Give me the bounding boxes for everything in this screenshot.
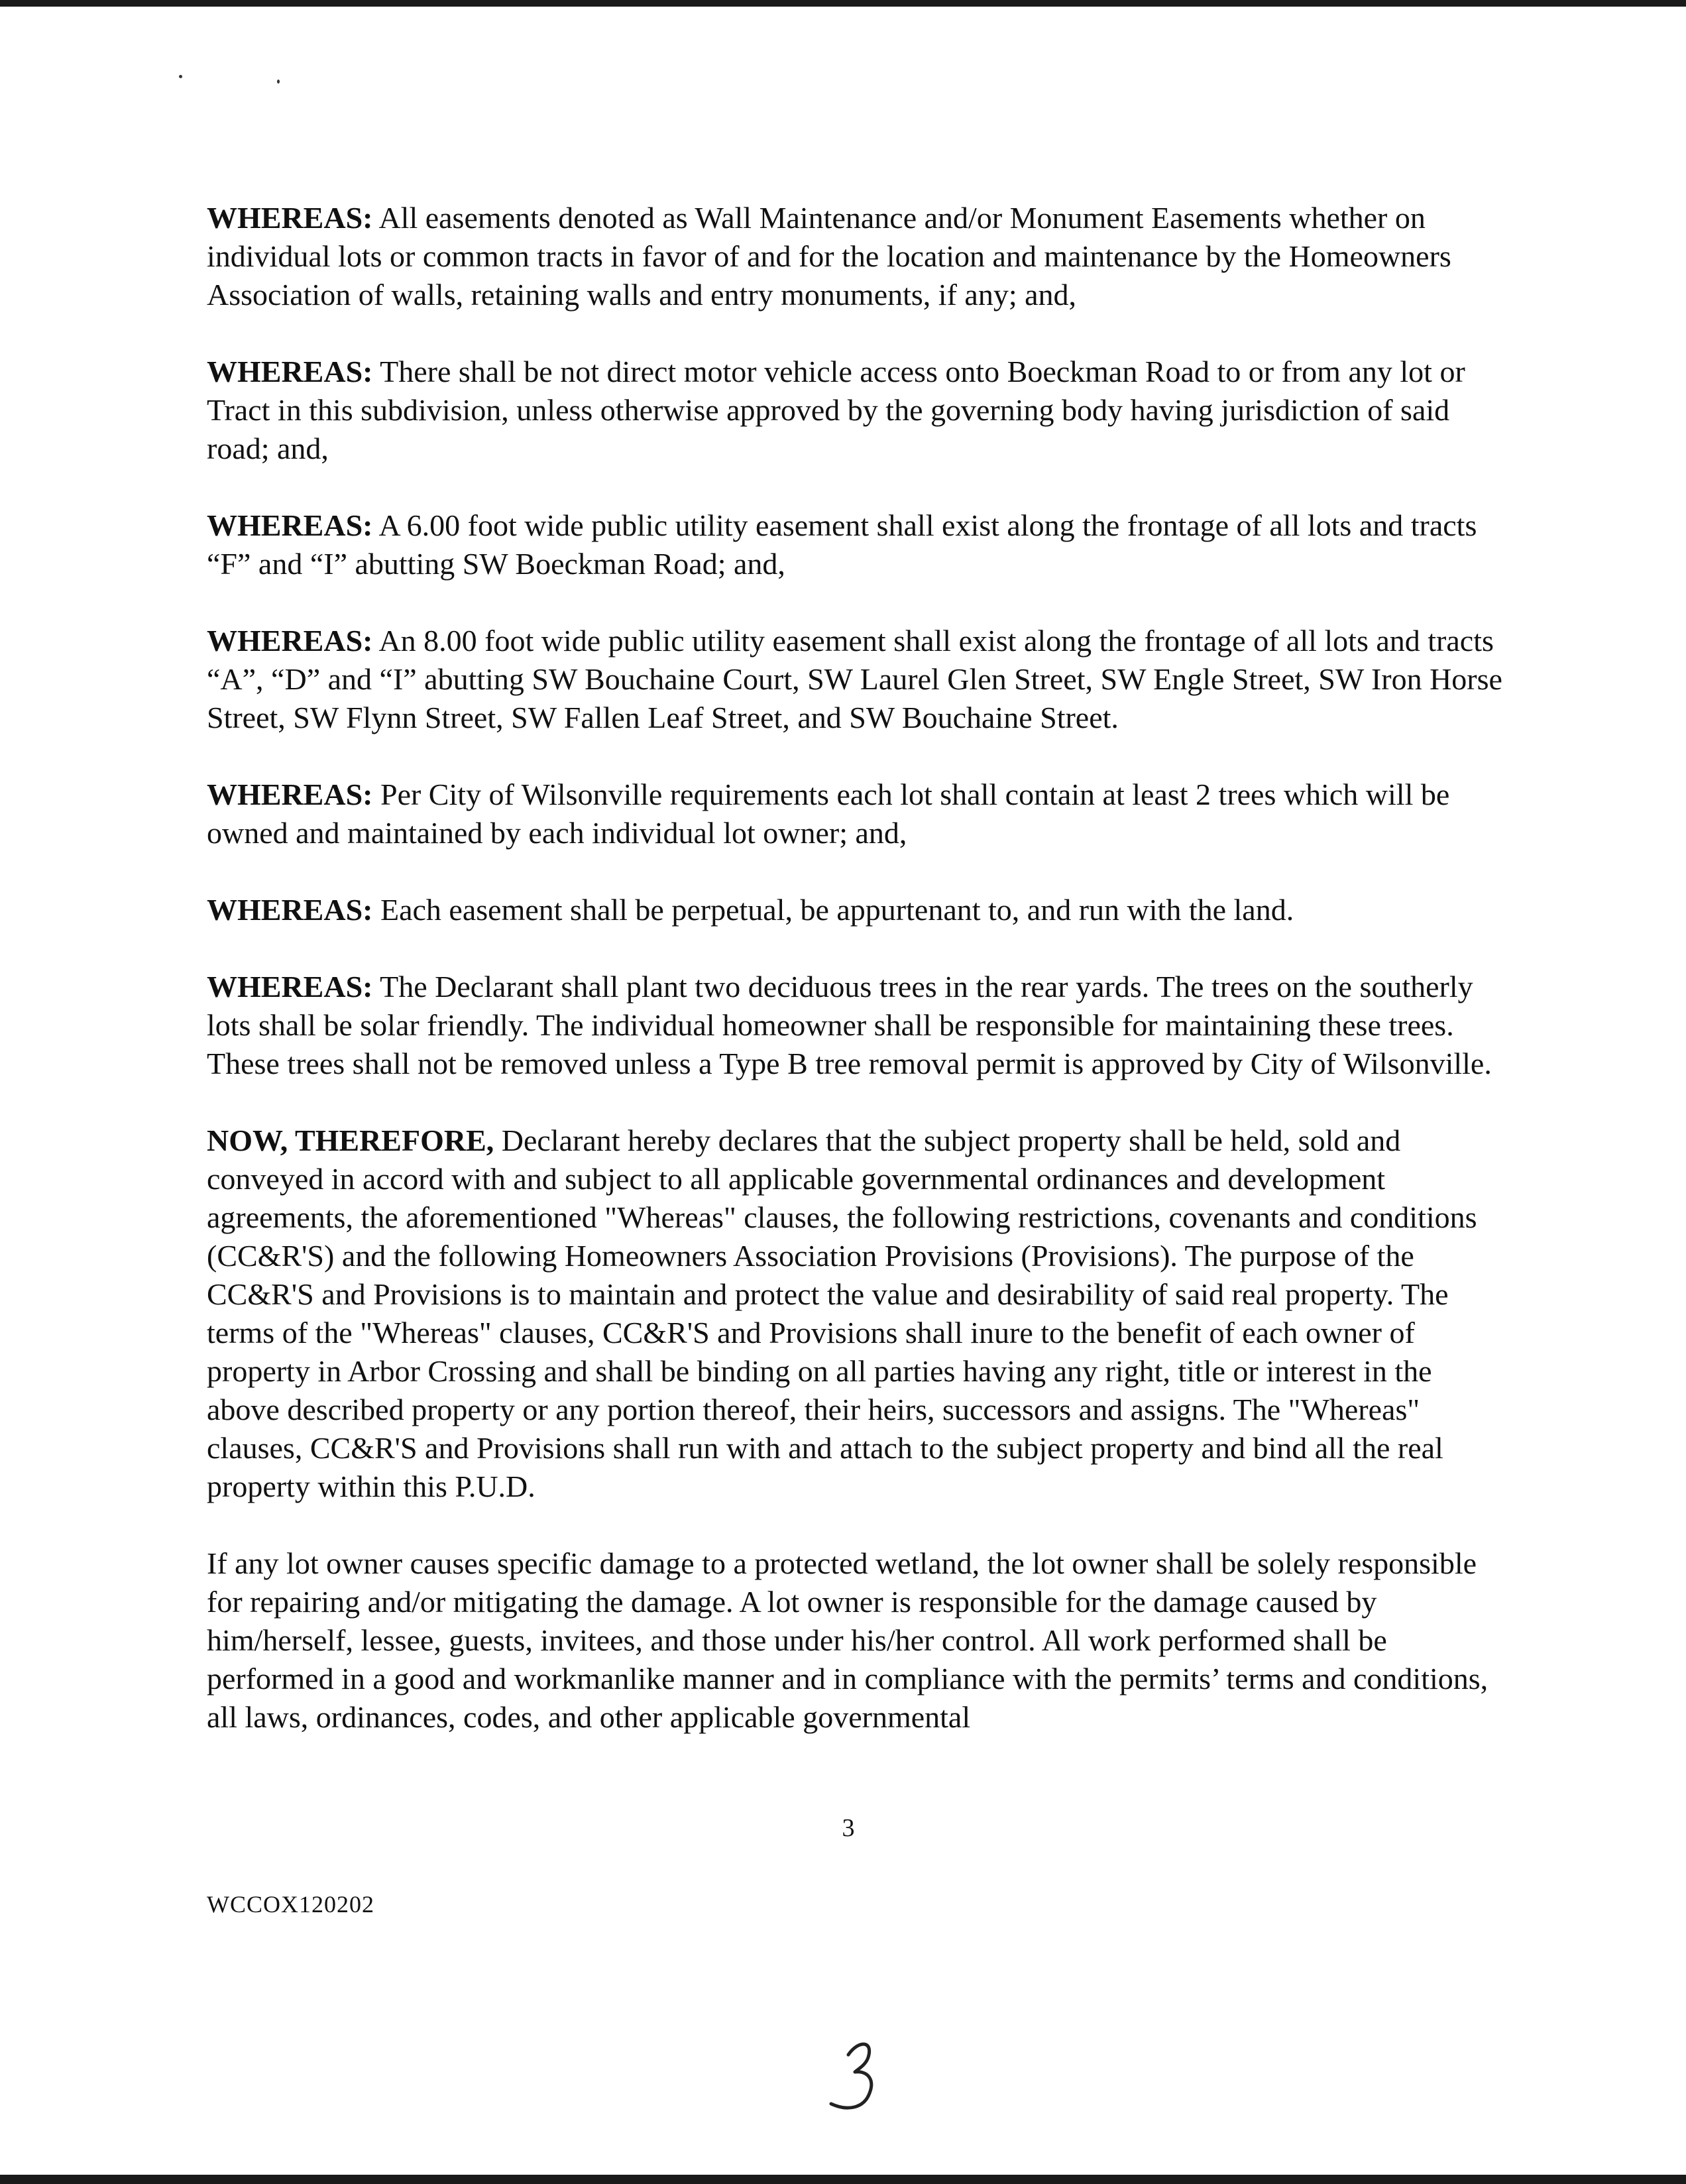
whereas-tree-requirement [207,776,1506,852]
para-lead: WHEREAS: [207,777,373,811]
para-text: Declarant hereby declares that the subject property shall be held, sold and conveyed in accord with and subject to all applicable governmental ordinances and development agreements, the aforementioned "Whereas" clauses, the following restrictions, covenants and conditions (CC&R'S) and the following Homeowners Association Provisions (Provisions). The purpose of the CC&R'S and Provisions is to maintain and protect the value and desirability of said real property. The terms of the "Whereas" clauses, CC&R'S and Provisions shall inure to the benefit of each owner of property in Arbor Crossing and shall be binding on all parties having any right, title or interest in the above described property or any portion thereof, their heirs, successors and assigns. The "Whereas" clauses, CC&R'S and Provisions shall run with and attach to the subject property and bind all the real property within this P.U.D. [207,1123,1477,1503]
page-number: 3 [842,1814,855,1842]
handwritten-page-number [822,2035,901,2121]
scan-speck [277,80,280,84]
scan-border-top [0,0,1686,7]
whereas-vehicle-access [207,353,1506,468]
whereas-perpetual-easement [207,891,1506,929]
document-body [207,199,1506,1775]
now-therefore-declaration [207,1121,1506,1506]
para-text: Per City of Wilsonville requirements each lot shall contain at least 2 trees which will be owned and maintained by each individual lot owner; and, [207,777,1450,850]
para-text: An 8.00 foot wide public utility easement shall exist along the frontage of all lots and tracts “A”, “D” and “I” abutting SW Bouchaine Court, SW Laurel Glen Street, SW Engle Street, SW Iron Horse Street, SW Flynn Street, SW Fallen Leaf Street, and SW Bouchaine Street. [207,624,1502,734]
para-lead: NOW, THEREFORE, [207,1123,494,1157]
para-lead: WHEREAS: [207,508,373,542]
para-text: A 6.00 foot wide public utility easement shall exist along the frontage of all lots and tracts “F” and “I” abutting SW Boeckman Road; and, [207,508,1477,581]
whereas-deciduous-trees [207,968,1506,1083]
document-code: WCCOX120202 [207,1891,374,1918]
para-lead: WHEREAS: [207,355,373,388]
para-lead: WHEREAS: [207,624,373,658]
para-lead: WHEREAS: [207,201,373,235]
para-lead: WHEREAS: [207,970,373,1004]
scan-border-bottom [0,2175,1686,2184]
scan-speck [179,75,182,78]
para-text: All easements denoted as Wall Maintenance and/or Monument Easements whether on individual lots or common tracts in favor of and for the location and maintenance by the Homeowners Association of walls, retaining walls and entry monuments, if any; and, [207,201,1451,312]
para-lead: WHEREAS: [207,893,373,927]
para-text: The Declarant shall plant two deciduous trees in the rear yards. The trees on the southerly lots shall be solar friendly. The individual homeowner shall be responsible for maintaining these trees. These trees shall not be removed unless a Type B tree removal permit is approved by City of Wilsonville. [207,970,1492,1080]
para-text: There shall be not direct motor vehicle access onto Boeckman Road to or from any lot or Tract in this subdivision, unless otherwise approved by the governing body having jurisdiction of said road; and, [207,355,1465,465]
wetland-damage-paragraph [207,1544,1506,1737]
whereas-8ft-easement [207,622,1506,737]
whereas-wall-easements [207,199,1506,314]
para-text: If any lot owner causes specific damage to a protected wetland, the lot owner shall be solely responsible for repairing and/or mitigating the damage. A lot owner is responsible for the damage caused by him/herself, lessee, guests, invitees, and those under his/her control. All work performed shall be performed in a good and workmanlike manner and in compliance with the permits’ terms and conditions, all laws, ordinances, codes, and other applicable governmental [207,1546,1489,1734]
whereas-6ft-easement [207,506,1506,583]
para-text: Each easement shall be perpetual, be appurtenant to, and run with the land. [372,893,1294,927]
